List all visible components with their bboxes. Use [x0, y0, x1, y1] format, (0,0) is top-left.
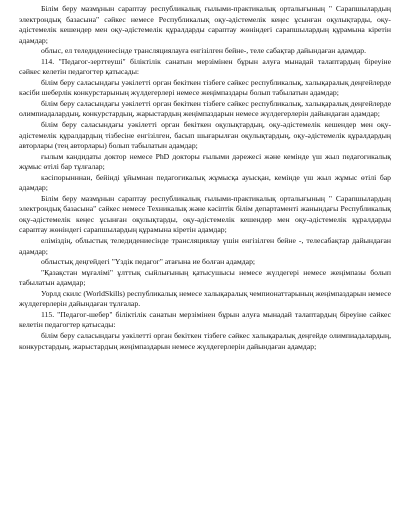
paragraph: 115. "Педагог-шебер" біліктілік санатын мерзімінен бұрын алуға мынадай талаптардың біреуіне сәйкес келетін педагогтер қатысады:: [19, 309, 391, 330]
paragraph: еліміздің, облыстық теледидениесінде трансляциялау үшін енгізілген бейне -, телесабақтар дайындаған адамдар;: [19, 236, 391, 256]
paragraph: білім беру саласындағы уәкілетті орган бекіткен тізбеге сәйкес республикалық, халықаралық деңгейлерде олимпиадалардың, конкурстардың, жарыстардың жеңімпаздарын немесе жүлдегерлерін дайындаған адамдар;: [19, 98, 391, 119]
paragraph: білім беру саласындағы уәкілетті орган бекіткен тізбеге сәйкес халықаралық деңгейде олимпиадалардың, конкурстардың, жарыстардың жеңімпаздарын немесе жүлдегерлерін дайындаған адамдар;: [19, 330, 391, 351]
paragraph: 114. "Педагог-зерттеуші" біліктілік санатын мерзімінен бұрын алуға мынадай талаптардың біреуіне сәйкес келетін педагогтер қатысады:: [19, 56, 391, 77]
paragraph: кәсіпорынннан, бейінді ұйымнан педагогикалық жұмысқа ауысқан, кемінде үш жыл жұмыс өтілі бар адамдар;: [19, 172, 391, 193]
paragraph: Білім беру мазмұнын сараптау республикалық ғылыми-практикалық орталығының " Сарапшылардың электрондық базасына" сәйкес немесе Республикалық оқу-әдістемелік кеңес ұсынған оқулықтарды, оқу-әдістемелік кешендер мен оқу-әдістемелік құралдарды сараптау жөніндегі сарапшылардың құрамына кіретін адамдар;: [19, 4, 391, 45]
paragraph: облыс, ел теледидениесінде трансляциялауға енгізілген бейне-, теле сабақтар дайындаған адамдар.: [41, 46, 367, 56]
paragraph: облыстық деңгейдегі "Үздік педагог" атағына ие болған адамдар;: [41, 257, 256, 267]
paragraph: білім беру саласындағы уәкілетті орган бекіткен тізбеге сәйкес республикалық, халықаралық деңгейлерде кәсіби шеберлік конкурстарының жүлдегерлері немесе жеңімпаздары болып табылатын адамдар;: [19, 77, 391, 98]
paragraph: ғылым кандидаты доктор немесе PhD докторы ғылыми дәрежесі және кемінде үш жыл педагогикалық жұмыс өтілі бар тұлғалар;: [19, 151, 391, 172]
paragraph: Білім беру мазмұнын сараптау республикалық ғылыми-практикалық орталығының " Сарапшылардың электрондық базасына" сәйкес немесе Техникалық және кәсіптік білім департаменті жанындағы Республикалық оқу-әдістемелік кеңес ұсынған оқулықтарды, оқу-әдістемелік кешендер мен оқу-әдістемелік құралдарды сараптау жөніндегі сарапшылардың құрамына кіретін адамдар;: [19, 193, 391, 235]
paragraph: "Қазақстан мұғалімі" ұлттық сыйлығының қатысушысы немесе жүлдегері немесе жеңімпазы болып табылатын адамдар;: [19, 267, 391, 288]
paragraph: Уорлд скилс (WorldSkills) республикалық немесе халықаралық чемпионаттарының жеңімпаздарын немесе жүлдегерлерін дайындаған тұлғалар.: [19, 288, 391, 309]
paragraph: білім беру саласындағы уәкілетті орган бекіткен оқулықтардың, оқу-әдістемелік кешендер мен оқу-әдістемелік құралдардың тізбесіне енгізілген, басып шығарылған оқулықтардың, оқу-әдістемелік құралдардың авторлары (тең авторлары) болып табылатын адамдар;: [19, 120, 391, 151]
